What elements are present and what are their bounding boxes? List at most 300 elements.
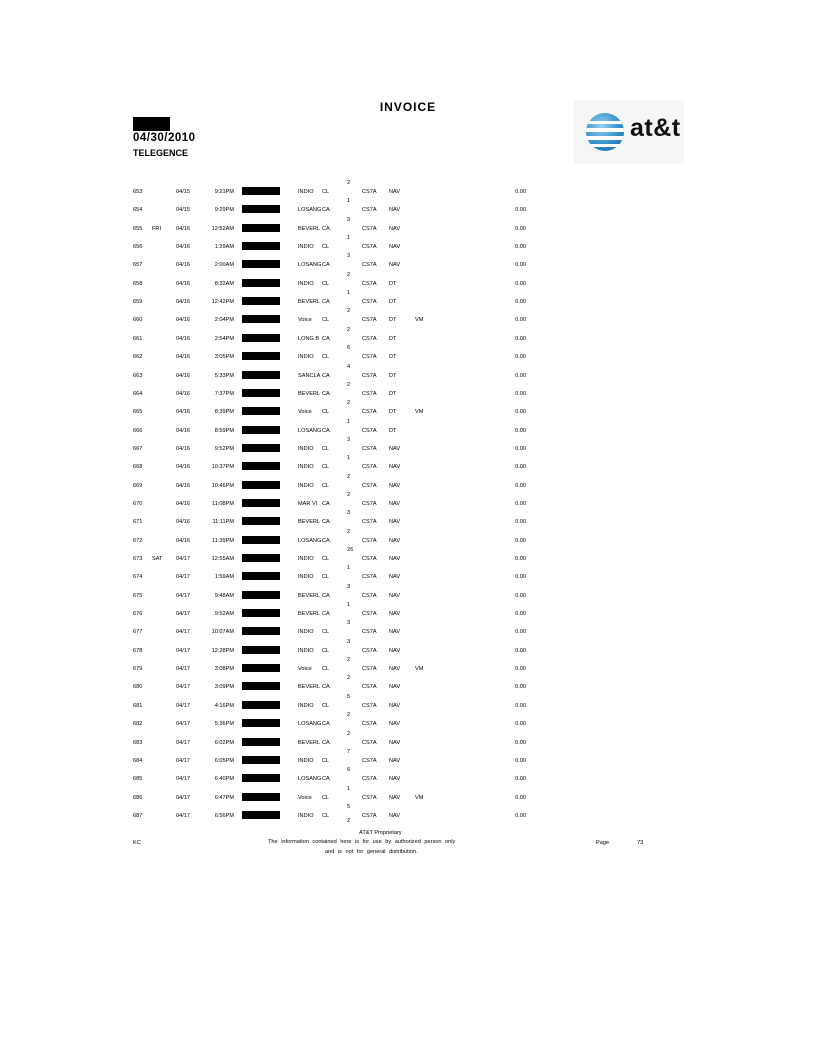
table-row (0, 693, 816, 715)
row-place: INDIO (298, 757, 314, 764)
redacted-phone-number (242, 371, 280, 379)
redacted-phone-number (242, 646, 280, 654)
row-time: 9:21PM (214, 189, 234, 195)
row-rate-code: CS7A (362, 629, 377, 636)
row-minutes: 1 (347, 418, 351, 425)
row-amount: 0.00 (515, 611, 526, 618)
row-state: CL (322, 445, 330, 452)
table-row (0, 198, 816, 219)
row-state: CL (322, 556, 330, 562)
row-time: 2:00AM (214, 262, 234, 269)
row-period: NAV (389, 647, 401, 654)
row-place: BEVERL (298, 519, 321, 526)
row-place: LOSANG (298, 721, 322, 728)
row-amount: 0.00 (515, 647, 526, 654)
row-number: 685 (133, 776, 143, 783)
row-minutes: 26 (347, 547, 354, 553)
row-feature: VM (415, 409, 424, 416)
row-date: 04/17 (176, 684, 190, 691)
row-date: 04/17 (176, 611, 190, 618)
row-minutes: 3 (347, 216, 351, 223)
row-amount: 0.00 (515, 721, 526, 728)
row-amount: 0.00 (515, 445, 526, 452)
row-period: NAV (389, 702, 401, 709)
row-rate-code: CS7A (362, 776, 377, 783)
row-minutes: 1 (347, 785, 351, 792)
row-place: BEVERL (298, 390, 321, 397)
row-place: SANCLA (298, 372, 321, 379)
redacted-phone-number (242, 811, 280, 819)
row-amount: 0.00 (515, 262, 526, 269)
row-feature: VM (415, 666, 424, 673)
row-rate-code: CS7A (362, 317, 377, 324)
row-amount: 0.00 (515, 592, 526, 599)
row-minutes: 5 (347, 803, 351, 810)
row-state: CA (322, 225, 330, 232)
row-rate-code: CS7A (362, 721, 377, 728)
row-rate-code: CS7A (362, 372, 377, 379)
row-time: 6:05PM (214, 757, 234, 764)
table-row (0, 381, 816, 403)
row-state: CA (322, 372, 330, 379)
row-amount: 0.00 (515, 372, 526, 379)
row-place: MAR VI (298, 500, 318, 507)
row-date: 04/16 (176, 537, 190, 544)
row-minutes: 6 (347, 767, 351, 774)
redacted-phone-number (242, 719, 280, 727)
row-time: 12:42PM (211, 299, 234, 306)
row-minutes: 2 (347, 308, 351, 315)
row-number: 662 (133, 354, 143, 361)
table-row (0, 547, 816, 568)
table-row (0, 785, 816, 807)
row-minutes: 1 (347, 602, 351, 609)
row-amount: 0.00 (515, 666, 526, 673)
row-amount: 0.00 (515, 335, 526, 342)
row-state: CA (322, 299, 330, 306)
row-state: CL (322, 757, 330, 764)
row-date: 04/16 (176, 262, 190, 269)
row-time: 6:56PM (214, 812, 234, 819)
row-period: DT (389, 354, 397, 361)
row-date: 04/16 (176, 445, 190, 452)
table-row (0, 748, 816, 770)
row-amount: 0.00 (515, 317, 526, 324)
row-period: NAV (389, 537, 401, 544)
row-date: 04/17 (176, 647, 190, 654)
row-minutes: 1 (347, 290, 351, 297)
row-place: INDIO (298, 574, 314, 581)
redacted-phone-number (242, 591, 280, 599)
row-state: CL (322, 629, 330, 636)
row-number: 687 (133, 812, 143, 819)
row-rate-code: CS7A (362, 189, 377, 195)
table-row (0, 638, 816, 660)
row-date: 04/15 (176, 207, 190, 214)
row-amount: 0.00 (515, 354, 526, 361)
table-row (0, 657, 816, 678)
row-minutes: 3 (347, 253, 351, 260)
row-number: 676 (133, 611, 143, 618)
table-row (0, 583, 816, 605)
row-place: BEVERL (298, 592, 321, 599)
row-time: 6:47PM (214, 794, 234, 801)
row-feature: VM (415, 317, 424, 324)
row-state: CL (322, 702, 330, 709)
row-rate-code: CS7A (362, 390, 377, 397)
row-minutes: 2 (347, 326, 351, 333)
row-number: 684 (133, 757, 143, 764)
row-state: CA (322, 611, 330, 618)
row-time: 12:55AM (211, 556, 234, 562)
row-amount: 0.00 (515, 280, 526, 287)
table-row (0, 436, 816, 458)
row-amount: 0.00 (515, 390, 526, 397)
row-time: 12:28PM (211, 647, 234, 654)
row-date: 04/16 (176, 335, 190, 342)
row-number: 674 (133, 574, 143, 581)
table-row (0, 345, 816, 366)
row-number: 672 (133, 537, 143, 544)
row-date: 04/16 (176, 299, 190, 306)
row-minutes: 3 (347, 620, 351, 627)
row-amount: 0.00 (515, 776, 526, 783)
footer-left-code: KC (133, 840, 141, 846)
row-amount: 0.00 (515, 537, 526, 544)
row-minutes: 2 (347, 271, 351, 278)
table-row (0, 491, 816, 513)
row-place: BEVERL (298, 684, 321, 691)
row-minutes: 6 (347, 345, 351, 352)
table-row (0, 455, 816, 476)
row-state: CL (322, 280, 330, 287)
row-period: NAV (389, 592, 401, 599)
row-place: BEVERL (298, 299, 321, 306)
row-amount: 0.00 (515, 812, 526, 819)
row-rate-code: CS7A (362, 427, 377, 434)
row-number: 679 (133, 666, 143, 673)
row-rate-code: CS7A (362, 335, 377, 342)
row-date: 04/17 (176, 556, 190, 562)
row-time: 11:08PM (212, 500, 234, 507)
row-amount: 0.00 (515, 739, 526, 746)
redacted-phone-number (242, 481, 280, 489)
row-amount: 0.00 (515, 574, 526, 581)
row-place: Voice (298, 666, 312, 673)
row-date: 04/17 (176, 757, 190, 764)
row-minutes: 2 (347, 180, 351, 186)
row-amount: 0.00 (515, 427, 526, 434)
table-row (0, 290, 816, 311)
row-feature: VM (415, 794, 424, 801)
row-place: LOSANG (298, 776, 322, 783)
redacted-phone-number (242, 499, 280, 507)
row-date: 04/16 (176, 390, 190, 397)
row-state: CL (322, 464, 330, 471)
row-minutes: 2 (347, 675, 351, 682)
row-amount: 0.00 (515, 629, 526, 636)
row-minutes: 2 (347, 400, 351, 407)
row-time: 3:05PM (214, 354, 234, 361)
row-period: NAV (389, 189, 401, 195)
row-date: 04/16 (176, 427, 190, 434)
row-rate-code: CS7A (362, 445, 377, 452)
table-row (0, 271, 816, 293)
row-minutes: 3 (347, 638, 351, 645)
row-number: 663 (133, 372, 143, 379)
row-period: NAV (389, 776, 401, 783)
row-rate-code: CS7A (362, 244, 377, 251)
row-rate-code: CS7A (362, 409, 377, 416)
redacted-phone-number (242, 407, 280, 415)
row-number: 656 (133, 244, 143, 251)
row-period: NAV (389, 684, 401, 691)
row-period: NAV (389, 629, 401, 636)
row-minutes: 2 (347, 657, 351, 664)
row-time: 9:48AM (214, 592, 234, 599)
table-row (0, 675, 816, 696)
row-time: 12:52AM (211, 225, 234, 232)
row-state: CA (322, 684, 330, 691)
row-number: 659 (133, 299, 143, 306)
row-amount: 0.00 (515, 299, 526, 306)
row-place: LONG B (298, 335, 320, 342)
row-date: 04/16 (176, 225, 190, 232)
row-rate-code: CS7A (362, 262, 377, 269)
redacted-phone-number (242, 609, 280, 617)
row-amount: 0.00 (515, 207, 526, 214)
row-place: INDIO (298, 464, 314, 471)
row-period: DT (389, 280, 397, 287)
table-row (0, 180, 816, 201)
row-state: CA (322, 427, 330, 434)
row-number: 664 (133, 390, 143, 397)
redacted-phone-number (242, 260, 280, 268)
row-period: NAV (389, 556, 401, 562)
row-date: 04/15 (176, 189, 190, 195)
row-number: 665 (133, 409, 143, 416)
footer-proprietary: AT&T Proprietary (359, 830, 402, 836)
redacted-phone-number (242, 572, 280, 580)
redacted-phone-number (242, 682, 280, 690)
table-row (0, 418, 816, 440)
row-number: 678 (133, 647, 143, 654)
table-row (0, 730, 816, 752)
row-place: INDIO (298, 354, 314, 361)
row-state: CL (322, 189, 330, 195)
row-amount: 0.00 (515, 794, 526, 801)
row-period: NAV (389, 225, 401, 232)
redacted-phone-number (242, 315, 280, 323)
row-minutes: 3 (347, 436, 351, 443)
row-number: 654 (133, 207, 143, 214)
row-period: NAV (389, 482, 401, 489)
redacted-phone-number (242, 738, 280, 746)
row-time: 1:59AM (214, 574, 234, 581)
row-date: 04/16 (176, 354, 190, 361)
row-time: 7:37PM (214, 390, 234, 397)
row-period: NAV (389, 519, 401, 526)
row-day: SAT (152, 556, 163, 562)
row-day: FRI (152, 225, 162, 232)
row-place: LOSANG (298, 427, 322, 434)
row-place: BEVERL (298, 611, 321, 618)
redacted-phone-number (242, 664, 280, 672)
row-rate-code: CS7A (362, 702, 377, 709)
row-place: INDIO (298, 482, 314, 489)
row-state: CL (322, 794, 330, 801)
row-date: 04/16 (176, 317, 190, 324)
redacted-phone-number (242, 444, 280, 452)
row-number: 658 (133, 280, 143, 287)
row-state: CL (322, 409, 330, 416)
table-row (0, 308, 816, 329)
row-state: CL (322, 482, 330, 489)
redacted-phone-number (242, 242, 280, 250)
row-date: 04/16 (176, 372, 190, 379)
row-rate-code: CS7A (362, 225, 377, 232)
row-minutes: 1 (347, 235, 351, 242)
row-place: LOSANG (298, 262, 322, 269)
row-time: 5:36PM (214, 721, 234, 728)
row-rate-code: CS7A (362, 757, 377, 764)
redacted-phone-number (242, 536, 280, 544)
row-number: 686 (133, 794, 143, 801)
row-period: DT (389, 372, 397, 379)
row-date: 04/17 (176, 574, 190, 581)
row-place: LOSANG (298, 537, 322, 544)
row-time: 11:11PM (212, 519, 234, 526)
redacted-phone-number (242, 224, 280, 232)
row-minutes: 3 (347, 583, 351, 590)
footer-disclaimer-line2: and is not for general distribution. (325, 849, 418, 855)
row-place: LOSANG (298, 207, 322, 214)
row-rate-code: CS7A (362, 280, 377, 287)
row-date: 04/17 (176, 702, 190, 709)
table-row (0, 473, 816, 495)
redacted-phone-number (242, 279, 280, 287)
row-state: CL (322, 244, 330, 251)
row-date: 04/17 (176, 776, 190, 783)
row-amount: 0.00 (515, 519, 526, 526)
row-state: CA (322, 739, 330, 746)
row-place: Voice (298, 794, 312, 801)
row-rate-code: CS7A (362, 556, 377, 562)
row-time: 4:16PM (214, 702, 234, 709)
table-row (0, 510, 816, 531)
carrier-name: TELEGENCE (133, 148, 189, 158)
redacted-phone-number (242, 554, 280, 562)
row-minutes: 2 (347, 730, 351, 737)
row-amount: 0.00 (515, 225, 526, 232)
row-number: 667 (133, 445, 143, 452)
row-period: NAV (389, 500, 401, 507)
row-state: CL (322, 666, 330, 673)
table-row (0, 326, 816, 348)
row-number: 669 (133, 482, 143, 489)
table-row (0, 767, 816, 788)
row-date: 04/16 (176, 519, 190, 526)
row-minutes: 2 (347, 381, 351, 388)
row-place: INDIO (298, 189, 314, 195)
row-date: 04/17 (176, 721, 190, 728)
row-minutes: 2 (347, 491, 351, 498)
row-place: INDIO (298, 702, 314, 709)
row-place: INDIO (298, 629, 314, 636)
row-rate-code: CS7A (362, 519, 377, 526)
row-amount: 0.00 (515, 464, 526, 471)
row-amount: 0.00 (515, 684, 526, 691)
row-state: CL (322, 574, 330, 581)
row-period: NAV (389, 739, 401, 746)
row-rate-code: CS7A (362, 354, 377, 361)
row-state: CL (322, 354, 330, 361)
row-date: 04/17 (176, 666, 190, 673)
row-state: CA (322, 262, 330, 269)
row-time: 1:29AM (214, 244, 234, 251)
row-amount: 0.00 (515, 500, 526, 507)
row-place: BEVERL (298, 225, 321, 232)
row-amount: 0.00 (515, 189, 526, 195)
row-period: NAV (389, 794, 401, 801)
row-number: 671 (133, 519, 143, 526)
row-number: 675 (133, 592, 143, 599)
row-date: 04/16 (176, 244, 190, 251)
row-rate-code: CS7A (362, 647, 377, 654)
redacted-phone-number (242, 462, 280, 470)
row-period: DT (389, 390, 397, 397)
row-number: 655 (133, 225, 143, 232)
row-time: 9:52AM (214, 611, 234, 618)
row-number: 670 (133, 500, 143, 507)
table-row (0, 400, 816, 421)
row-rate-code: CS7A (362, 207, 377, 214)
row-period: NAV (389, 666, 401, 673)
row-date: 04/16 (176, 500, 190, 507)
row-time: 3:09PM (214, 684, 234, 691)
row-time: 8:32AM (214, 280, 234, 287)
row-place: Voice (298, 409, 312, 416)
row-time: 2:54PM (214, 335, 234, 342)
row-state: CL (322, 317, 330, 324)
redacted-phone-number (242, 627, 280, 635)
row-time: 10:37PM (211, 464, 234, 471)
row-period: NAV (389, 574, 401, 581)
row-amount: 0.00 (515, 702, 526, 709)
trailing-minutes: 2 (347, 818, 351, 824)
row-number: 682 (133, 721, 143, 728)
row-period: NAV (389, 262, 401, 269)
redacted-phone-number (242, 774, 280, 782)
redacted-phone-number (242, 205, 280, 213)
row-date: 04/16 (176, 280, 190, 287)
row-rate-code: CS7A (362, 537, 377, 544)
row-time: 6:40PM (214, 776, 234, 783)
table-row (0, 216, 816, 238)
row-number: 661 (133, 335, 143, 342)
row-number: 673 (133, 556, 143, 562)
row-rate-code: CS7A (362, 500, 377, 507)
row-time: 6:02PM (214, 739, 234, 746)
row-number: 657 (133, 262, 143, 269)
row-date: 04/17 (176, 794, 190, 801)
row-minutes: 7 (347, 748, 351, 755)
row-time: 9:52PM (214, 445, 234, 452)
row-state: CA (322, 207, 330, 214)
row-date: 04/16 (176, 464, 190, 471)
table-row (0, 712, 816, 733)
row-place: Voice (298, 317, 312, 324)
